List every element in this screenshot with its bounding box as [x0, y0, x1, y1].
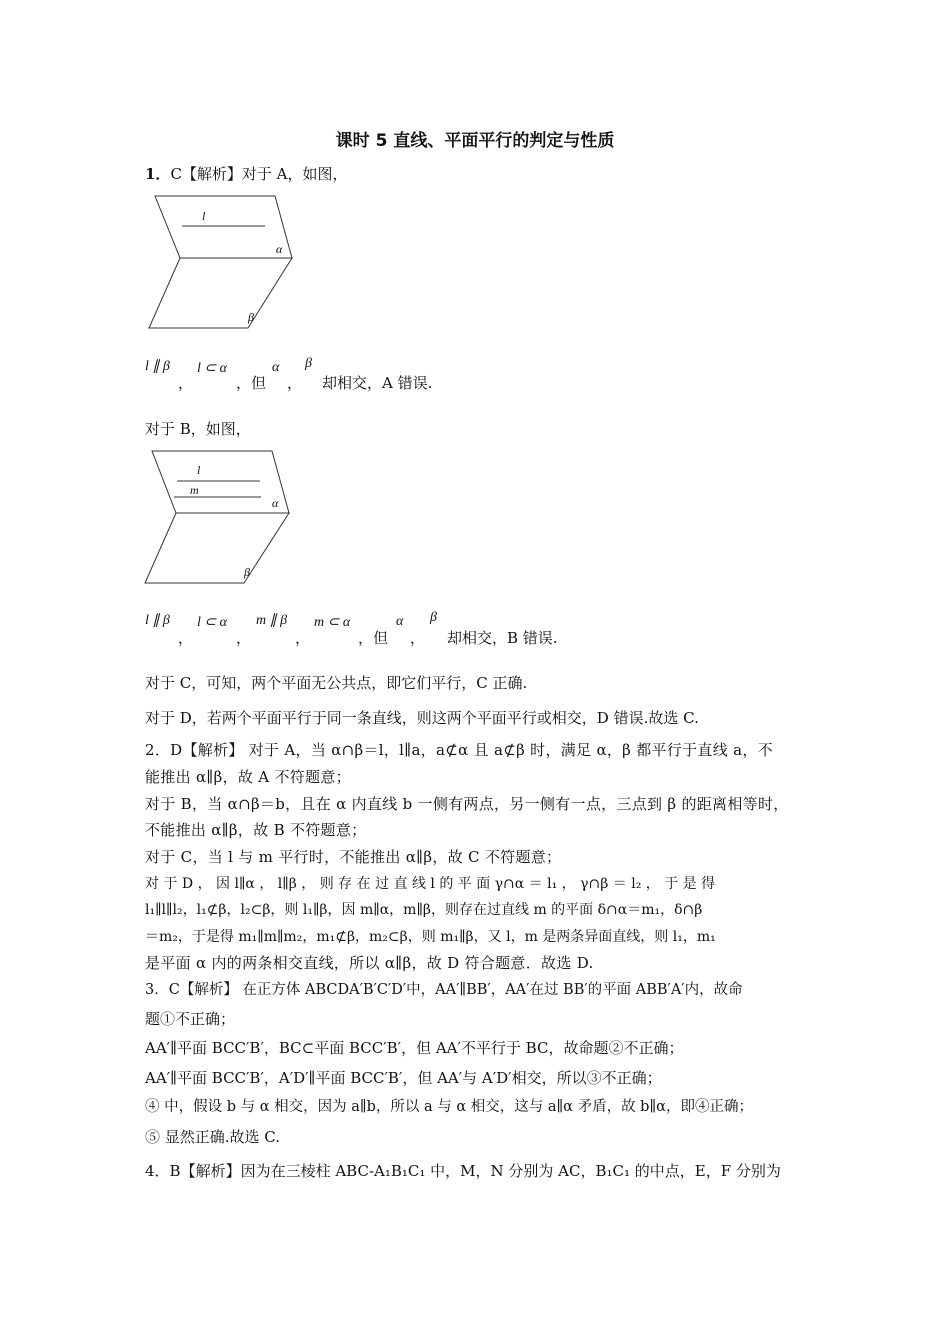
label-beta: β: [248, 310, 254, 324]
q2-line-3: 对于 B，当 α∩β＝b，且在 α 内直线 b 一侧有两点，另一侧有一点，三点到 β 的距离相等时，: [145, 795, 789, 813]
q4-line-1: 4．B【解析】因为在三棱柱 ABC-A₁B₁C₁ 中，M，N 分别为 AC，B₁C₁ 的中点，E，F 分别为: [145, 1162, 781, 1180]
comma: ，: [295, 629, 311, 647]
figure-a-planes: [140, 192, 310, 334]
q3-line-6: ⑤ 显然正确.故选 C.: [145, 1128, 281, 1146]
comma: ，: [236, 629, 252, 647]
plane-alpha: [152, 451, 289, 513]
figure-b: [140, 447, 310, 593]
q2-line-6: 对 于 D ， 因 l∥α ， l∥β ， 则 存 在 过 直 线 l 的 平 面 γ∩α ＝ l₁ ， γ∩β ＝ l₂ ， 于 是 得: [145, 876, 716, 892]
q1-line-b-tail: 却相交，B 错误.: [447, 629, 558, 647]
q3-line-4: AA′∥平面 BCC′B′，A′D′∥平面 BCC′B′，但 AA′与 A′D′相交，所以③不正确；: [145, 1069, 662, 1087]
expr-m-subset-alpha: m ⊂ α: [314, 615, 351, 630]
plane-beta: [149, 258, 292, 328]
q3-line-3: AA′∥平面 BCC′B′，BC⊂平面 BCC′B′，但 AA′不平行于 BC，故命题②不正确；: [145, 1039, 684, 1057]
q2-line-2: 能推出 α∥β，故 A 不符题意；: [145, 768, 351, 786]
q1-for-d: 对于 D，若两个平面平行于同一条直线，则这两个平面平行或相交，D 错误.故选 C.: [145, 709, 699, 727]
label-l: l: [202, 209, 206, 223]
label-alpha: α: [276, 242, 283, 256]
q2-line-5: 对于 C，当 l 与 m 平行时，不能推出 α∥β，故 C 不符题意；: [145, 848, 562, 866]
expr-l-subset-alpha: l ⊂ α: [197, 615, 227, 630]
expr-beta: β: [305, 356, 312, 371]
expr-l-parallel-beta: l ∥ β: [145, 359, 170, 374]
label-beta: β: [244, 565, 250, 579]
expr-m-parallel-beta: m ∥ β: [256, 613, 288, 628]
q2-line-9: 是平面 α 内的两条相交直线，所以 α∥β，故 D 符合题意．故选 D.: [145, 954, 594, 972]
label-m: m: [190, 483, 199, 497]
q1-for-c: 对于 C，可知，两个平面无公共点，即它们平行，C 正确.: [145, 674, 528, 692]
q2-line-1: 2．D【解析】 对于 A，当 α∩β＝l，l∥a，a⊄α 且 a⊄β 时，满足 α，β 都平行于直线 a，不: [145, 741, 773, 759]
q2-line-4: 不能推出 α∥β，故 B 不符题意；: [145, 821, 367, 839]
expr-alpha: α: [272, 360, 280, 375]
q1-header-text: C【解析】对于 A，如图，: [170, 165, 348, 183]
q1-header: [145, 164, 348, 184]
figure-a: [140, 192, 310, 338]
comma: ，: [178, 374, 194, 392]
expr-alpha: α: [396, 614, 404, 629]
q3-line-2: 题①不正确；: [145, 1010, 236, 1028]
expr-beta: β: [430, 610, 437, 625]
label-alpha: α: [272, 496, 279, 510]
plane-beta: [145, 513, 289, 583]
plane-alpha: [155, 196, 292, 258]
q2-line-7: l₁∥l∥l₂，l₁⊄β，l₂⊂β，则 l₁∥β，因 m∥α，m∥β，则存在过直线 m 的平面 δ∩α＝m₁，δ∩β: [145, 902, 703, 918]
q3-line-1: 3．C【解析】 在正方体 ABCDA′B′C′D′中，AA′∥BB′，AA′在过 BB′的平面 ABB′A′内，故命: [145, 982, 743, 998]
comma: ，: [178, 629, 194, 647]
q1-number: 1．: [145, 165, 171, 183]
page-title: 课时 5 直线、平面平行的判定与性质: [335, 131, 615, 151]
comma: ，但: [358, 629, 389, 647]
comma: ，: [287, 374, 303, 392]
figure-b-planes: [140, 447, 310, 589]
comma: ，但: [236, 374, 267, 392]
label-l: l: [197, 463, 201, 477]
q3-line-5: ④ 中，假设 b 与 α 相交，因为 a∥b，所以 a 与 α 相交，这与 a∥α 矛盾，故 b∥α，即④正确；: [145, 1099, 753, 1115]
q1-for-b: 对于 B，如图，: [145, 420, 251, 438]
expr-l-parallel-beta: l ∥ β: [145, 613, 170, 628]
q2-line-8: ＝m₂，于是得 m₁∥m∥m₂，m₁⊄β，m₂⊂β，则 m₁∥β，又 l，m 是两条异面直线，则 l₁，m₁: [145, 929, 716, 945]
comma: ，: [410, 629, 426, 647]
expr-l-subset-alpha: l ⊂ α: [197, 361, 227, 376]
q1-line-a-tail: 却相交，A 错误.: [322, 374, 433, 392]
